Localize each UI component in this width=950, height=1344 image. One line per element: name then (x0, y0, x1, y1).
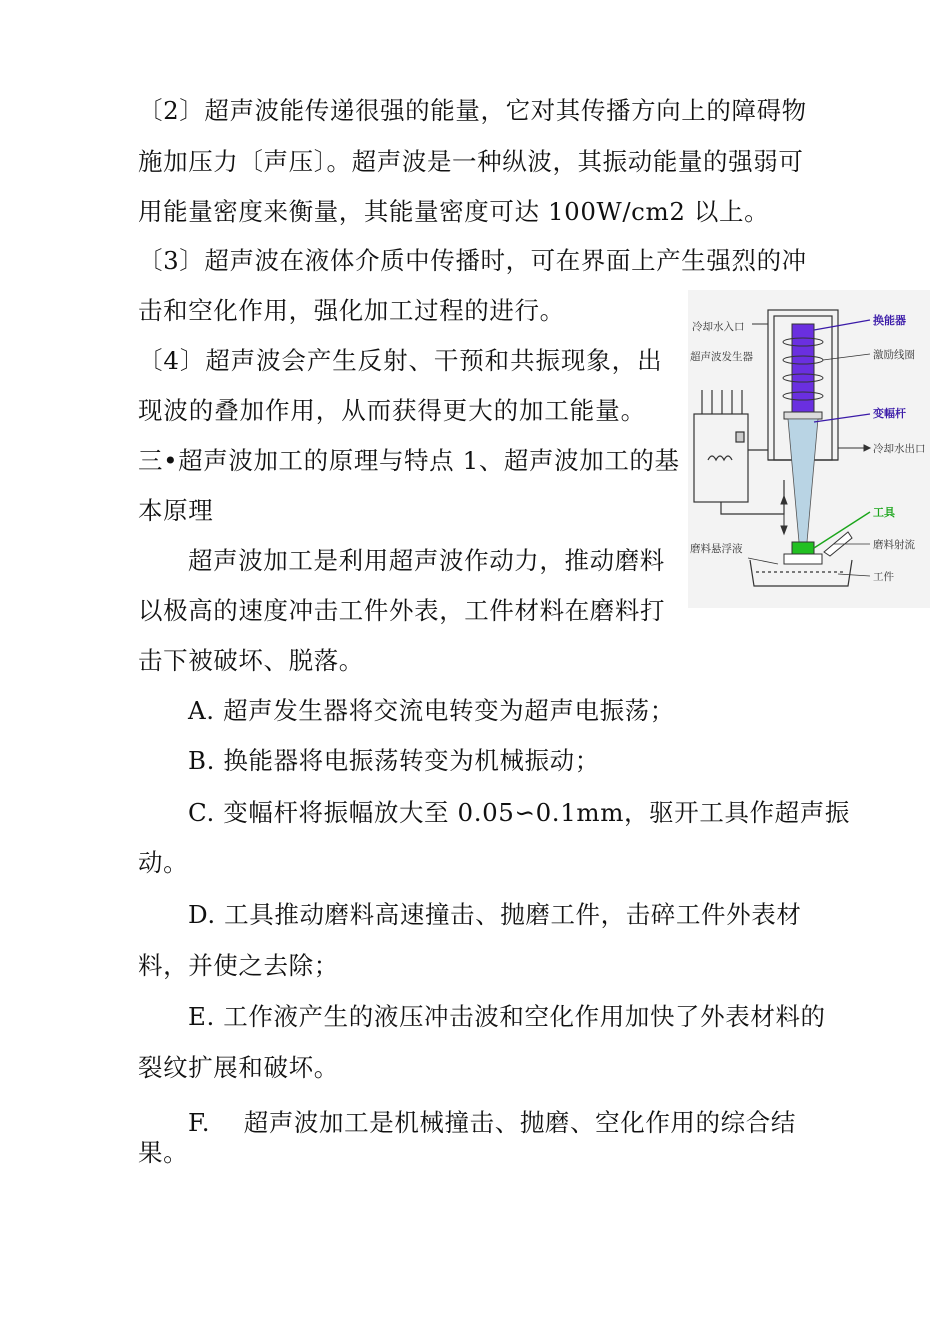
paragraph-2-line-1: 〔2〕超声波能传递很强的能量，它对其传播方向上的障碍物 (138, 96, 807, 125)
transducer-stack (792, 324, 814, 412)
paragraph-4-line-1: 〔4〕超声波会产生反射、干预和共振现象，出 (138, 346, 663, 375)
label-transducer: 换能器 (873, 314, 906, 327)
step-d-line-2: 料，并使之去除； (138, 951, 339, 980)
label-tool: 工具 (873, 506, 895, 519)
label-workpiece: 工件 (873, 571, 894, 583)
label-cooling-in: 冷却水入口 (692, 321, 745, 333)
step-f-line-1: F. 超声波加工是机械撞击、抛磨、空化作用的综合结 (188, 1108, 796, 1137)
intro-line-3: 击下被破坏、脱落。 (138, 646, 364, 675)
ultrasonic-machining-diagram (688, 290, 930, 608)
tool (792, 542, 814, 554)
workpiece (784, 554, 822, 564)
intro-line-2: 以极高的速度冲击工件外表，工件材料在磨料打 (138, 596, 666, 625)
step-e-line-1: E. 工作液产生的液压冲击波和空化作用加快了外表材料的 (188, 1002, 826, 1031)
section-heading-line-2: 本原理 (138, 496, 214, 525)
paragraph-3-line-2: 击和空化作用，强化加工过程的进行。 (138, 296, 565, 325)
label-abrasive-jet: 磨料射流 (873, 539, 915, 551)
step-b: B. 换能器将电振荡转变为机械振动； (188, 746, 600, 775)
paragraph-3-line-1: 〔3〕超声波在液体介质中传播时，可在界面上产生强烈的冲 (138, 246, 807, 275)
paragraph-2-line-2: 施加压力〔声压〕。超声波是一种纵波，其振动能量的强弱可 (138, 147, 804, 176)
step-a: A. 超声发生器将交流电转变为超声电振荡； (188, 696, 675, 725)
intro-line-1: 超声波加工是利用超声波作动力，推动磨料 (188, 546, 665, 575)
section-heading-line-1: 三•超声波加工的原理与特点 1、超声波加工的基 (138, 446, 680, 475)
step-d-line-1: D. 工具推动磨料高速撞击、抛磨工件，击碎工件外表材 (188, 900, 802, 929)
label-excitation-coil: 激励线圈 (873, 349, 915, 361)
label-horn: 变幅杆 (873, 407, 906, 420)
paragraph-4-line-2: 现波的叠加作用，从而获得更大的加工能量。 (138, 396, 646, 425)
step-f-line-2: 果。 (138, 1138, 189, 1167)
label-cooling-out: 冷却水出口 (873, 443, 926, 455)
step-e-line-2: 裂纹扩展和破坏。 (138, 1053, 339, 1082)
step-c-line-1: C. 变幅杆将振幅放大至 0.05∽0.1mm，驱开工具作超声振 (188, 798, 850, 827)
step-c-line-2: 动。 (138, 848, 189, 877)
label-abrasive-slurry: 磨料悬浮液 (690, 543, 743, 555)
paragraph-2-line-3: 用能量密度来衡量，其能量密度可达 100W/cm2 以上。 (138, 197, 770, 226)
label-generator: 超声波发生器 (690, 351, 753, 363)
